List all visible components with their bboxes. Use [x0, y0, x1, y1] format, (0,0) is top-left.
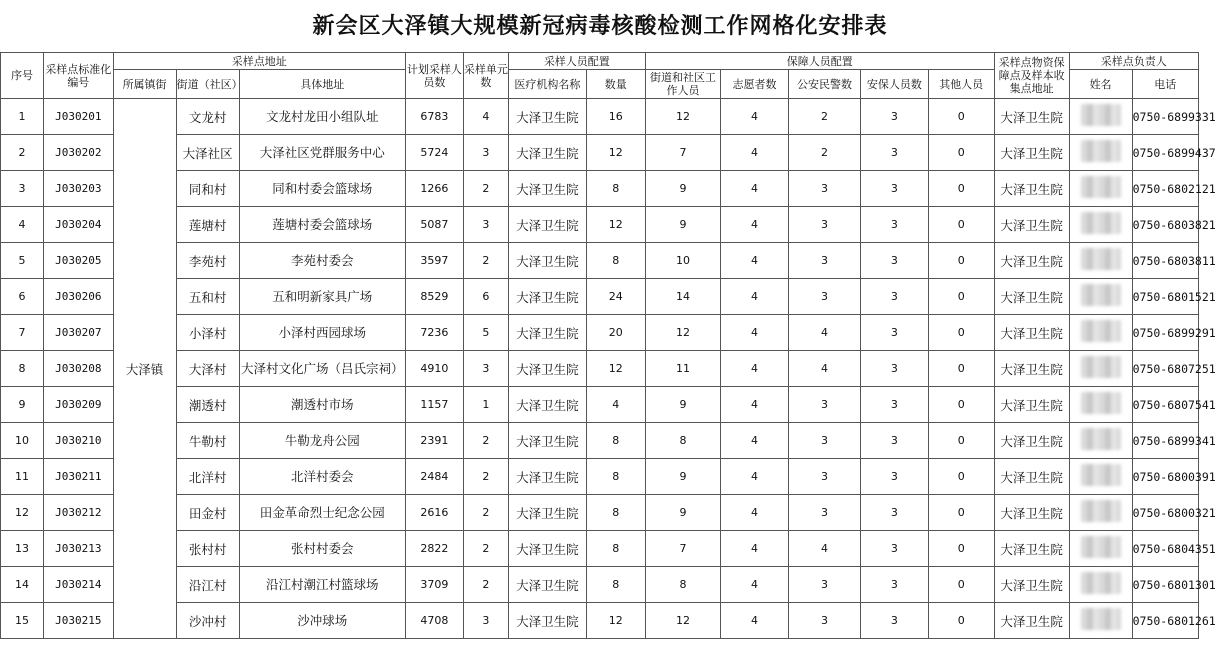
row-count: 8 — [586, 423, 645, 459]
row-depot: 大泽卫生院 — [994, 99, 1069, 135]
row-phone: 0750-6899331 — [1132, 99, 1198, 135]
row-count: 8 — [586, 459, 645, 495]
row-depot: 大泽卫生院 — [994, 567, 1069, 603]
row-leader-name-redacted — [1069, 135, 1132, 171]
row-security: 3 — [861, 351, 928, 387]
row-org: 大泽卫生院 — [508, 567, 586, 603]
header-leader-phone: 电话 — [1132, 70, 1198, 99]
row-seq: 6 — [1, 279, 44, 315]
row-code: J030202 — [44, 135, 113, 171]
row-count: 8 — [586, 171, 645, 207]
row-org: 大泽卫生院 — [508, 207, 586, 243]
row-volunteers: 4 — [721, 315, 788, 351]
row-units: 2 — [463, 531, 508, 567]
row-police: 3 — [788, 243, 861, 279]
row-community-workers: 8 — [645, 567, 721, 603]
row-seq: 15 — [1, 603, 44, 639]
row-org: 大泽卫生院 — [508, 243, 586, 279]
row-code: J030201 — [44, 99, 113, 135]
header-security: 安保人员数 — [861, 70, 928, 99]
row-street: 田金村 — [176, 495, 239, 531]
redaction-mosaic — [1081, 572, 1121, 594]
row-depot: 大泽卫生院 — [994, 135, 1069, 171]
row-phone: 0750-6800391 — [1132, 459, 1198, 495]
row-planned: 4910 — [405, 351, 463, 387]
row-police: 2 — [788, 135, 861, 171]
row-security: 3 — [861, 495, 928, 531]
table-row — [1, 171, 1199, 207]
row-org: 大泽卫生院 — [508, 531, 586, 567]
row-address: 田金革命烈士纪念公园 — [239, 495, 405, 531]
row-security: 3 — [861, 387, 928, 423]
header-address-group: 采样点地址 — [113, 53, 405, 70]
redaction-mosaic — [1081, 212, 1121, 234]
row-police: 4 — [788, 351, 861, 387]
row-depot: 大泽卫生院 — [994, 279, 1069, 315]
row-org: 大泽卫生院 — [508, 387, 586, 423]
row-others: 0 — [928, 387, 994, 423]
row-street: 潮透村 — [176, 387, 239, 423]
row-others: 0 — [928, 279, 994, 315]
table-row — [1, 279, 1199, 315]
row-org: 大泽卫生院 — [508, 315, 586, 351]
row-others: 0 — [928, 351, 994, 387]
row-police: 3 — [788, 495, 861, 531]
row-seq: 4 — [1, 207, 44, 243]
redaction-mosaic — [1081, 140, 1121, 162]
row-depot: 大泽卫生院 — [994, 351, 1069, 387]
row-phone: 0750-6803821 — [1132, 207, 1198, 243]
row-leader-name-redacted — [1069, 567, 1132, 603]
row-address: 大泽村文化广场（吕氏宗祠） — [239, 351, 405, 387]
row-planned: 2822 — [405, 531, 463, 567]
row-code: J030204 — [44, 207, 113, 243]
row-phone: 0750-6899291 — [1132, 315, 1198, 351]
row-address: 莲塘村委会篮球场 — [239, 207, 405, 243]
row-units: 1 — [463, 387, 508, 423]
row-depot: 大泽卫生院 — [994, 459, 1069, 495]
row-leader-name-redacted — [1069, 423, 1132, 459]
schedule-table — [0, 52, 1216, 639]
row-police: 3 — [788, 423, 861, 459]
row-address: 小泽村西园球场 — [239, 315, 405, 351]
row-police: 4 — [788, 315, 861, 351]
row-units: 4 — [463, 99, 508, 135]
row-address: 沙冲球场 — [239, 603, 405, 639]
row-seq: 12 — [1, 495, 44, 531]
row-community-workers: 9 — [645, 495, 721, 531]
row-address: 李苑村委会 — [239, 243, 405, 279]
header-staff-group: 采样人员配置 — [508, 53, 645, 70]
row-security: 3 — [861, 531, 928, 567]
row-planned: 2616 — [405, 495, 463, 531]
row-police: 3 — [788, 387, 861, 423]
row-volunteers: 4 — [721, 603, 788, 639]
row-org: 大泽卫生院 — [508, 99, 586, 135]
row-units: 2 — [463, 171, 508, 207]
row-seq: 5 — [1, 243, 44, 279]
row-police: 3 — [788, 603, 861, 639]
table-row — [1, 495, 1199, 531]
row-police: 2 — [788, 99, 861, 135]
header-leader-group: 采样点负责人 — [1069, 53, 1198, 70]
row-address: 大泽社区党群服务中心 — [239, 135, 405, 171]
row-seq: 13 — [1, 531, 44, 567]
row-units: 2 — [463, 243, 508, 279]
row-depot: 大泽卫生院 — [994, 315, 1069, 351]
row-others: 0 — [928, 459, 994, 495]
row-units: 3 — [463, 351, 508, 387]
row-others: 0 — [928, 243, 994, 279]
row-seq: 7 — [1, 315, 44, 351]
row-address: 五和明新家具广场 — [239, 279, 405, 315]
row-seq: 10 — [1, 423, 44, 459]
redaction-mosaic — [1081, 248, 1121, 270]
row-org: 大泽卫生院 — [508, 459, 586, 495]
row-code: J030212 — [44, 495, 113, 531]
row-seq: 8 — [1, 351, 44, 387]
redaction-mosaic — [1081, 392, 1121, 414]
table-row — [1, 135, 1199, 171]
row-code: J030211 — [44, 459, 113, 495]
row-depot: 大泽卫生院 — [994, 387, 1069, 423]
table-row — [1, 531, 1199, 567]
row-count: 4 — [586, 387, 645, 423]
row-phone: 0750-6801301 — [1132, 567, 1198, 603]
row-street: 牛勒村 — [176, 423, 239, 459]
row-security: 3 — [861, 279, 928, 315]
header-address: 具体地址 — [239, 70, 405, 99]
row-others: 0 — [928, 135, 994, 171]
row-planned: 3597 — [405, 243, 463, 279]
row-org: 大泽卫生院 — [508, 495, 586, 531]
row-code: J030213 — [44, 531, 113, 567]
row-phone: 0750-6899341 — [1132, 423, 1198, 459]
row-code: J030208 — [44, 351, 113, 387]
header-org: 医疗机构名称 — [508, 70, 586, 99]
header-code: 采样点标准化编号 — [44, 53, 113, 99]
table-row — [1, 243, 1199, 279]
row-planned: 5087 — [405, 207, 463, 243]
row-phone: 0750-6802121 — [1132, 171, 1198, 207]
header-community-workers: 街道和社区工作人员 — [645, 70, 721, 99]
row-volunteers: 4 — [721, 351, 788, 387]
row-leader-name-redacted — [1069, 279, 1132, 315]
row-count: 16 — [586, 99, 645, 135]
row-seq: 11 — [1, 459, 44, 495]
row-community-workers: 9 — [645, 387, 721, 423]
row-depot: 大泽卫生院 — [994, 171, 1069, 207]
row-count: 12 — [586, 135, 645, 171]
row-seq: 14 — [1, 567, 44, 603]
row-security: 3 — [861, 207, 928, 243]
row-org: 大泽卫生院 — [508, 423, 586, 459]
header-police: 公安民警数 — [788, 70, 861, 99]
row-community-workers: 7 — [645, 135, 721, 171]
row-town: 大泽镇 — [113, 99, 176, 639]
row-security: 3 — [861, 423, 928, 459]
row-others: 0 — [928, 531, 994, 567]
row-code: J030214 — [44, 567, 113, 603]
row-community-workers: 12 — [645, 603, 721, 639]
row-address: 沿江村潮江村篮球场 — [239, 567, 405, 603]
redaction-mosaic — [1081, 608, 1121, 630]
row-community-workers: 9 — [645, 171, 721, 207]
row-org: 大泽卫生院 — [508, 351, 586, 387]
row-police: 3 — [788, 567, 861, 603]
row-address: 北洋村委会 — [239, 459, 405, 495]
table-row — [1, 99, 1199, 135]
row-planned: 3709 — [405, 567, 463, 603]
row-street: 沿江村 — [176, 567, 239, 603]
row-phone: 0750-6899437 — [1132, 135, 1198, 171]
row-police: 3 — [788, 207, 861, 243]
row-address: 同和村委会篮球场 — [239, 171, 405, 207]
row-volunteers: 4 — [721, 423, 788, 459]
row-street: 五和村 — [176, 279, 239, 315]
row-units: 2 — [463, 423, 508, 459]
header-support-group: 保障人员配置 — [645, 53, 994, 70]
row-community-workers: 9 — [645, 459, 721, 495]
row-depot: 大泽卫生院 — [994, 531, 1069, 567]
redaction-mosaic — [1081, 428, 1121, 450]
row-units: 2 — [463, 495, 508, 531]
row-phone: 0750-6800321 — [1132, 495, 1198, 531]
table-row — [1, 315, 1199, 351]
row-security: 3 — [861, 603, 928, 639]
row-count: 8 — [586, 243, 645, 279]
row-units: 6 — [463, 279, 508, 315]
row-street: 北洋村 — [176, 459, 239, 495]
row-seq: 2 — [1, 135, 44, 171]
row-community-workers: 14 — [645, 279, 721, 315]
row-street: 小泽村 — [176, 315, 239, 351]
row-others: 0 — [928, 567, 994, 603]
row-planned: 4708 — [405, 603, 463, 639]
row-depot: 大泽卫生院 — [994, 603, 1069, 639]
row-leader-name-redacted — [1069, 531, 1132, 567]
row-planned: 7236 — [405, 315, 463, 351]
row-phone: 0750-6803811 — [1132, 243, 1198, 279]
row-count: 24 — [586, 279, 645, 315]
row-phone: 0750-6804351 — [1132, 531, 1198, 567]
row-security: 3 — [861, 171, 928, 207]
row-police: 3 — [788, 171, 861, 207]
row-others: 0 — [928, 603, 994, 639]
row-volunteers: 4 — [721, 135, 788, 171]
table-header — [1, 53, 1199, 99]
row-address: 张村村委会 — [239, 531, 405, 567]
row-volunteers: 4 — [721, 99, 788, 135]
row-leader-name-redacted — [1069, 603, 1132, 639]
row-planned: 8529 — [405, 279, 463, 315]
row-planned: 2391 — [405, 423, 463, 459]
row-leader-name-redacted — [1069, 387, 1132, 423]
row-count: 8 — [586, 567, 645, 603]
redaction-mosaic — [1081, 176, 1121, 198]
row-count: 12 — [586, 603, 645, 639]
row-count: 20 — [586, 315, 645, 351]
row-community-workers: 11 — [645, 351, 721, 387]
row-volunteers: 4 — [721, 459, 788, 495]
redaction-mosaic — [1081, 284, 1121, 306]
row-code: J030207 — [44, 315, 113, 351]
row-planned: 1157 — [405, 387, 463, 423]
row-leader-name-redacted — [1069, 207, 1132, 243]
row-community-workers: 8 — [645, 423, 721, 459]
row-street: 莲塘村 — [176, 207, 239, 243]
row-units: 3 — [463, 603, 508, 639]
header-seq: 序号 — [1, 53, 44, 99]
row-planned: 1266 — [405, 171, 463, 207]
row-count: 12 — [586, 207, 645, 243]
row-seq: 1 — [1, 99, 44, 135]
table-row — [1, 387, 1199, 423]
row-count: 8 — [586, 495, 645, 531]
row-phone: 0750-6807541 — [1132, 387, 1198, 423]
row-others: 0 — [928, 171, 994, 207]
row-leader-name-redacted — [1069, 315, 1132, 351]
row-code: J030210 — [44, 423, 113, 459]
table-row — [1, 459, 1199, 495]
row-police: 3 — [788, 459, 861, 495]
row-security: 3 — [861, 135, 928, 171]
row-count: 8 — [586, 531, 645, 567]
header-units: 采样单元数 — [463, 53, 508, 99]
row-others: 0 — [928, 99, 994, 135]
row-org: 大泽卫生院 — [508, 603, 586, 639]
table-row — [1, 603, 1199, 639]
row-leader-name-redacted — [1069, 171, 1132, 207]
row-units: 5 — [463, 315, 508, 351]
row-volunteers: 4 — [721, 495, 788, 531]
row-leader-name-redacted — [1069, 243, 1132, 279]
row-others: 0 — [928, 423, 994, 459]
header-leader-name: 姓名 — [1069, 70, 1132, 99]
row-community-workers: 7 — [645, 531, 721, 567]
row-security: 3 — [861, 567, 928, 603]
row-planned: 6783 — [405, 99, 463, 135]
row-street: 大泽村 — [176, 351, 239, 387]
row-depot: 大泽卫生院 — [994, 495, 1069, 531]
row-depot: 大泽卫生院 — [994, 207, 1069, 243]
header-others: 其他人员 — [928, 70, 994, 99]
row-others: 0 — [928, 495, 994, 531]
header-volunteers: 志愿者数 — [721, 70, 788, 99]
table-row — [1, 567, 1199, 603]
row-volunteers: 4 — [721, 531, 788, 567]
row-code: J030206 — [44, 279, 113, 315]
row-code: J030209 — [44, 387, 113, 423]
row-phone: 0750-6807251 — [1132, 351, 1198, 387]
row-security: 3 — [861, 99, 928, 135]
row-community-workers: 10 — [645, 243, 721, 279]
header-count: 数量 — [586, 70, 645, 99]
row-police: 3 — [788, 279, 861, 315]
table-row — [1, 351, 1199, 387]
row-depot: 大泽卫生院 — [994, 423, 1069, 459]
redaction-mosaic — [1081, 464, 1121, 486]
table-row — [1, 207, 1199, 243]
row-street: 文龙村 — [176, 99, 239, 135]
row-seq: 9 — [1, 387, 44, 423]
row-security: 3 — [861, 315, 928, 351]
redaction-mosaic — [1081, 356, 1121, 378]
row-volunteers: 4 — [721, 387, 788, 423]
row-volunteers: 4 — [721, 171, 788, 207]
row-units: 2 — [463, 567, 508, 603]
row-units: 3 — [463, 135, 508, 171]
row-others: 0 — [928, 207, 994, 243]
table-body — [1, 99, 1216, 639]
redaction-mosaic — [1081, 536, 1121, 558]
header-planned: 计划采样人员数 — [405, 53, 463, 99]
redaction-mosaic — [1081, 104, 1121, 126]
row-community-workers: 9 — [645, 207, 721, 243]
row-volunteers: 4 — [721, 243, 788, 279]
row-count: 12 — [586, 351, 645, 387]
row-street: 大泽社区 — [176, 135, 239, 171]
redaction-mosaic — [1081, 320, 1121, 342]
page-title: 新会区大泽镇大规模新冠病毒核酸检测工作网格化安排表 — [312, 13, 888, 39]
table-row — [1, 423, 1199, 459]
row-leader-name-redacted — [1069, 459, 1132, 495]
row-street: 同和村 — [176, 171, 239, 207]
row-street: 沙冲村 — [176, 603, 239, 639]
row-leader-name-redacted — [1069, 495, 1132, 531]
row-units: 2 — [463, 459, 508, 495]
row-community-workers: 12 — [645, 99, 721, 135]
row-planned: 5724 — [405, 135, 463, 171]
row-address: 文龙村龙田小组队址 — [239, 99, 405, 135]
row-address: 牛勒龙舟公园 — [239, 423, 405, 459]
row-security: 3 — [861, 243, 928, 279]
row-code: J030215 — [44, 603, 113, 639]
row-depot: 大泽卫生院 — [994, 243, 1069, 279]
redaction-mosaic — [1081, 500, 1121, 522]
row-volunteers: 4 — [721, 279, 788, 315]
row-planned: 2484 — [405, 459, 463, 495]
row-org: 大泽卫生院 — [508, 279, 586, 315]
row-street: 李苑村 — [176, 243, 239, 279]
row-street: 张村村 — [176, 531, 239, 567]
header-street: 街道（社区） — [176, 70, 239, 99]
row-volunteers: 4 — [721, 207, 788, 243]
row-org: 大泽卫生院 — [508, 135, 586, 171]
header-town: 所属镇街 — [113, 70, 176, 99]
row-community-workers: 12 — [645, 315, 721, 351]
row-code: J030203 — [44, 171, 113, 207]
header-depot: 采样点物资保障点及样本收集点地址 — [994, 53, 1069, 99]
row-units: 3 — [463, 207, 508, 243]
row-code: J030205 — [44, 243, 113, 279]
row-volunteers: 4 — [721, 567, 788, 603]
row-leader-name-redacted — [1069, 99, 1132, 135]
row-security: 3 — [861, 459, 928, 495]
row-leader-name-redacted — [1069, 351, 1132, 387]
row-phone: 0750-6801261 — [1132, 603, 1198, 639]
row-others: 0 — [928, 315, 994, 351]
row-police: 4 — [788, 531, 861, 567]
row-address: 潮透村市场 — [239, 387, 405, 423]
row-phone: 0750-6801521 — [1132, 279, 1198, 315]
row-org: 大泽卫生院 — [508, 171, 586, 207]
row-seq: 3 — [1, 171, 44, 207]
